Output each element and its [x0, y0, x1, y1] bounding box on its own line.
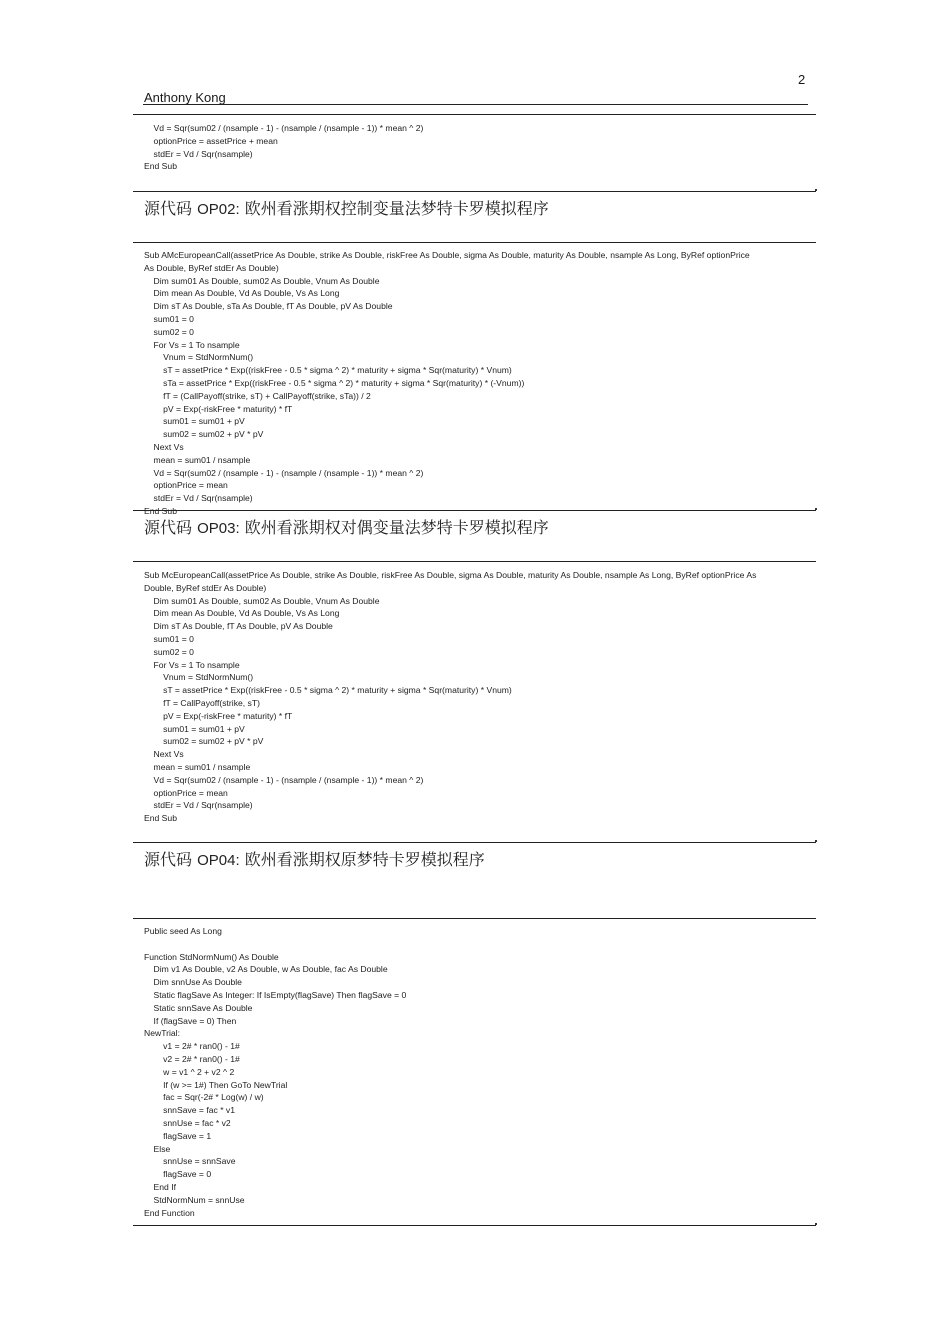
- section-title-text: 欧州看涨期权控制变量法梦特卡罗模拟程序: [244, 199, 549, 218]
- rule-tick: [815, 840, 817, 842]
- author-name: Anthony Kong: [144, 90, 226, 105]
- section-title-text: 欧州看涨期权对偶变量法梦特卡罗模拟程序: [244, 518, 549, 537]
- code-block-op02: Sub AMcEuropeanCall(assetPrice As Double, strike As Double, riskFree As Double, sigma As Double, maturity As Double, nsample As Long, ByRef optionPrice As Double, ByRef stdEr As Double) Dim sum01 As Double, sum02 As Double, Vnum As Double Dim mean As Double, Vd As Double, Vs As Long Dim sT As Double, sTa As Double, fT As Double, pV As Double sum01 = 0 sum02 = 0 For Vs = 1 To nsample Vnum = StdNormNum() sT = assetPrice * Exp((riskFree - 0.5 * sigma ^ 2) * maturity + sigma * Sqr(maturity) * Vnum) sTa = assetPrice * Exp((riskFree - 0.5 * sigma ^ 2) * maturity + sigma * Sqr(maturity) * (-Vnum)) fT = (CallPayoff(strike, sT) + CallPayoff(strike, sTa)) / 2 pV = Exp(-riskFree * maturity) * fT sum01 = sum01 + pV sum02 = sum02 + pV * pV Next Vs mean = sum01 / nsample Vd = Sqr(sum02 / (nsample - 1) - (nsample / (nsample - 1)) * mean ^ 2) optionPrice = mean stdEr = Vd / Sqr(nsample) End Sub: [144, 250, 750, 516]
- section-code-id: OP04:: [197, 852, 240, 869]
- block1-bottom-rule: [133, 191, 816, 192]
- section-prefix: 源代码: [144, 850, 193, 869]
- block1-top-rule: [133, 114, 816, 115]
- section-title-op02: [144, 196, 549, 219]
- rule-tick: [815, 1223, 817, 1225]
- section-code-id: OP02:: [197, 201, 240, 218]
- rule-tick: [815, 189, 817, 191]
- op02-top-rule: [133, 242, 816, 243]
- section-prefix: 源代码: [144, 518, 193, 537]
- page-number: 2: [798, 72, 806, 87]
- section-prefix: 源代码: [144, 199, 193, 218]
- op02-bottom-rule: [133, 510, 816, 511]
- section-title-op04: [144, 847, 485, 870]
- code-block-op03: Sub McEuropeanCall(assetPrice As Double, strike As Double, riskFree As Double, sigma As Double, maturity As Double, nsample As Long, ByRef optionPrice As Double, ByRef stdEr As Double) Dim sum01 As Double, sum02 As Double, Vnum As Double Dim mean As Double, Vd As Double, Vs As Long Dim sT As Double, fT As Double, pV As Double sum01 = 0 sum02 = 0 For Vs = 1 To nsample Vnum = StdNormNum() sT = assetPrice * Exp((riskFree - 0.5 * sigma ^ 2) * maturity + sigma * Sqr(maturity) * Vnum) fT = CallPayoff(strike, sT) pV = Exp(-riskFree * maturity) * fT sum01 = sum01 + pV sum02 = sum02 + pV * pV Next Vs mean = sum01 / nsample Vd = Sqr(sum02 / (nsample - 1) - (nsample / (nsample - 1)) * mean ^ 2) optionPrice = mean stdEr = Vd / Sqr(nsample) End Sub: [144, 570, 757, 824]
- section-title-text: 欧州看涨期权原梦特卡罗模拟程序: [244, 850, 485, 869]
- code-block-op04: Public seed As Long Function StdNormNum() As Double Dim v1 As Double, v2 As Double, w As Double, fac As Double Dim snnUse As Double Static flagSave As Integer: If IsEmpty(flagSave) Then flagSave = 0 Static snnSave As Double If (flagSave = 0) Then NewTrial: v1 = 2# * ran0() - 1# v2 = 2# * ran0() - 1# w = v1 ^ 2 + v2 ^ 2 If (w >= 1#) Then GoTo NewTrial fac = Sqr(-2# * Log(w) / w) snnSave = fac * v1 snnUse = fac * v2 flagSave = 1 Else snnUse = snnSave flagSave = 0 End If StdNormNum = snnUse End Function: [144, 926, 407, 1218]
- code-block-op01-tail: Vd = Sqr(sum02 / (nsample - 1) - (nsample / (nsample - 1)) * mean ^ 2) optionPrice = assetPrice + mean stdEr = Vd / Sqr(nsample) End Sub: [144, 123, 424, 172]
- op03-bottom-rule: [133, 842, 816, 843]
- rule-tick: [815, 508, 817, 510]
- op04-bottom-rule: [133, 1225, 816, 1226]
- op04-top-rule: [133, 918, 816, 919]
- section-title-op03: [144, 515, 549, 538]
- op03-top-rule: [133, 561, 816, 562]
- section-code-id: OP03:: [197, 520, 240, 537]
- header-rule: [143, 104, 808, 105]
